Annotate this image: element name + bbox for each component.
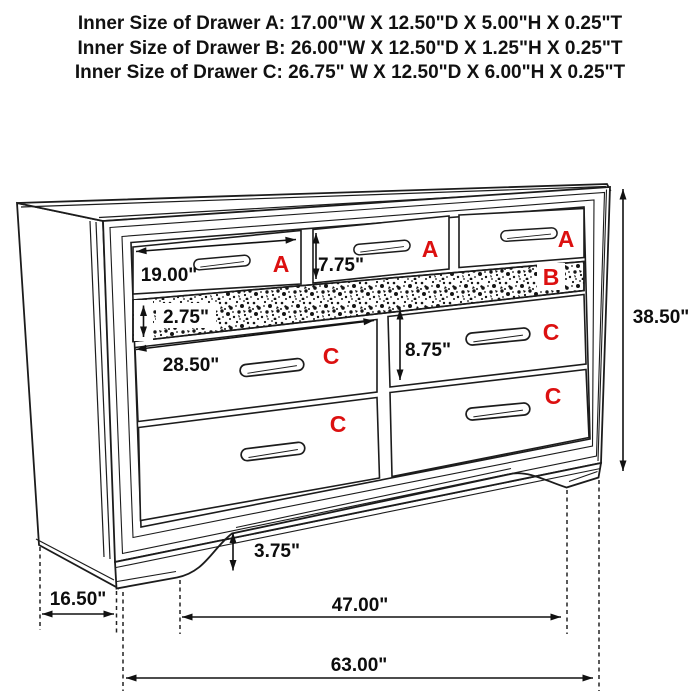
letter-c-left-bottom: C bbox=[329, 411, 347, 437]
dim-leg-height: 3.75" bbox=[254, 541, 300, 562]
dim-side-depth: 16.50" bbox=[49, 589, 107, 610]
dim-overall-width: 63.00" bbox=[330, 655, 388, 676]
letter-a-mid: A bbox=[421, 236, 439, 262]
letter-c-left-top: C bbox=[322, 343, 340, 369]
cabinet-side-panel bbox=[17, 203, 118, 588]
letter-a-left: A bbox=[272, 251, 290, 277]
dim-front-leg-span: 47.00" bbox=[331, 595, 389, 616]
dim-c-height: 8.75" bbox=[405, 340, 451, 361]
spec-line-drawer-a: Inner Size of Drawer A: 17.00"W X 12.50"D X 5.00"H X 0.25"T bbox=[77, 13, 623, 34]
dim-overall-height: 38.50" bbox=[632, 307, 690, 328]
letter-b: B bbox=[542, 264, 560, 290]
spec-line-drawer-b: Inner Size of Drawer B: 26.00"W X 12.50"D X 1.25"H X 0.25"T bbox=[77, 37, 623, 59]
spec-line-drawer-c: Inner Size of Drawer C: 26.75" W X 12.50"D X 6.00"H X 0.25"T bbox=[74, 62, 626, 83]
letter-c-right-top: C bbox=[542, 319, 560, 345]
letter-a-right: A bbox=[557, 226, 575, 252]
dim-b-height: 2.75" bbox=[163, 307, 209, 328]
dim-a-width: 19.00" bbox=[140, 265, 198, 286]
dim-c-width: 28.50" bbox=[162, 355, 220, 376]
letter-c-right-bottom: C bbox=[544, 383, 562, 409]
dim-a-height: 7.75" bbox=[318, 255, 364, 276]
